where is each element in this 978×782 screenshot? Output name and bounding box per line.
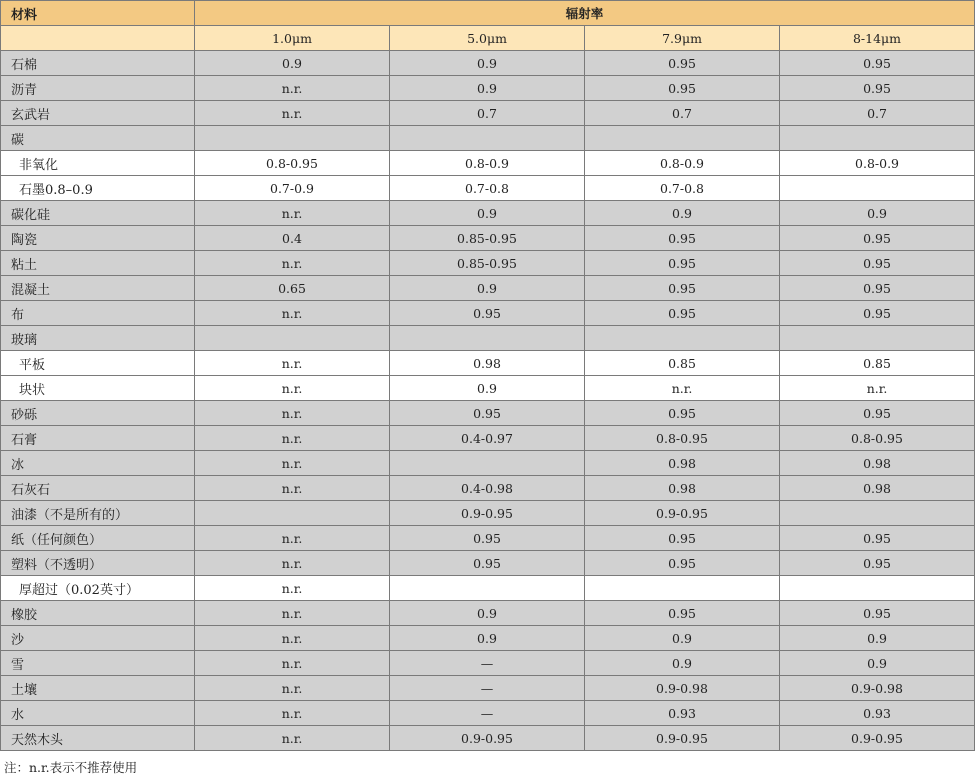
table-row [1, 601, 975, 626]
table-row [1, 676, 975, 701]
material-name-cell: 石膏 [1, 426, 195, 451]
table-row [1, 401, 975, 426]
header-spacer [1, 26, 195, 51]
material-name-cell: 油漆（不是所有的） [1, 501, 195, 526]
emissivity-value-cell: — [390, 701, 585, 726]
table-row [1, 426, 975, 451]
table-row [1, 176, 975, 201]
emissivity-value-cell: n.r. [195, 526, 390, 551]
emissivity-value-cell: 0.95 [585, 276, 780, 301]
table-row [1, 376, 975, 401]
material-name-cell: 混凝土 [1, 276, 195, 301]
emissivity-value-cell: n.r. [195, 351, 390, 376]
emissivity-value-cell [780, 501, 975, 526]
emissivity-value-cell: 0.4 [195, 226, 390, 251]
emissivity-value-cell: 0.9-0.95 [780, 726, 975, 751]
material-name-cell: 水 [1, 701, 195, 726]
material-name-cell: 塑料（不透明） [1, 551, 195, 576]
table-row [1, 251, 975, 276]
table-row [1, 326, 975, 351]
table-row [1, 301, 975, 326]
emissivity-value-cell: n.r. [195, 676, 390, 701]
material-name-cell: 玄武岩 [1, 101, 195, 126]
wavelength-header: 8-14μm [780, 26, 975, 51]
table-row [1, 626, 975, 651]
table-row [1, 351, 975, 376]
emissivity-value-cell: n.r. [195, 301, 390, 326]
emissivity-value-cell: 0.98 [390, 351, 585, 376]
material-name-cell: 非氧化 [1, 151, 195, 176]
emissivity-value-cell: 0.7-0.8 [585, 176, 780, 201]
table-row [1, 576, 975, 601]
emissivity-header: 辐射率 [195, 1, 975, 26]
emissivity-value-cell: 0.93 [780, 701, 975, 726]
emissivity-value-cell: 0.8-0.9 [585, 151, 780, 176]
emissivity-value-cell: 0.95 [780, 551, 975, 576]
material-header: 材料 [1, 1, 195, 26]
emissivity-value-cell: n.r. [195, 101, 390, 126]
emissivity-value-cell: 0.8-0.9 [390, 151, 585, 176]
emissivity-value-cell: n.r. [780, 376, 975, 401]
table-body [1, 51, 975, 751]
material-name-cell: 布 [1, 301, 195, 326]
emissivity-value-cell: n.r. [195, 576, 390, 601]
emissivity-value-cell: 0.4-0.98 [390, 476, 585, 501]
emissivity-value-cell: 0.8-0.9 [780, 151, 975, 176]
table-row [1, 101, 975, 126]
emissivity-value-cell: 0.95 [780, 601, 975, 626]
header-row-top [1, 1, 975, 26]
emissivity-value-cell: 0.7 [780, 101, 975, 126]
material-name-cell: 粘土 [1, 251, 195, 276]
emissivity-value-cell: 0.95 [585, 251, 780, 276]
emissivity-value-cell: 0.9 [780, 201, 975, 226]
material-name-cell: 碳化硅 [1, 201, 195, 226]
emissivity-value-cell [780, 176, 975, 201]
emissivity-value-cell: 0.85 [780, 351, 975, 376]
emissivity-value-cell: n.r. [195, 426, 390, 451]
emissivity-value-cell: 0.95 [390, 301, 585, 326]
material-name-cell: 橡胶 [1, 601, 195, 626]
emissivity-value-cell: n.r. [195, 376, 390, 401]
table-row [1, 451, 975, 476]
table-row [1, 726, 975, 751]
emissivity-value-cell: 0.65 [195, 276, 390, 301]
emissivity-value-cell: 0.7-0.9 [195, 176, 390, 201]
emissivity-value-cell: 0.9 [585, 651, 780, 676]
material-name-cell: 土壤 [1, 676, 195, 701]
emissivity-value-cell: 0.95 [585, 601, 780, 626]
table-row [1, 126, 975, 151]
emissivity-value-cell: 0.98 [780, 451, 975, 476]
emissivity-value-cell: 0.95 [585, 551, 780, 576]
table-row [1, 501, 975, 526]
emissivity-value-cell: 0.95 [780, 526, 975, 551]
emissivity-value-cell: 0.9 [390, 376, 585, 401]
emissivity-value-cell [780, 326, 975, 351]
material-name-cell: 石灰石 [1, 476, 195, 501]
emissivity-value-cell: n.r. [195, 626, 390, 651]
emissivity-value-cell: 0.95 [780, 276, 975, 301]
emissivity-value-cell: 0.95 [780, 301, 975, 326]
material-name-cell: 厚超过（0.02英寸） [1, 576, 195, 601]
emissivity-value-cell [390, 326, 585, 351]
emissivity-value-cell [585, 576, 780, 601]
wavelength-header: 7.9μm [585, 26, 780, 51]
table-row [1, 526, 975, 551]
emissivity-value-cell: 0.9 [390, 601, 585, 626]
emissivity-value-cell: 0.9 [585, 201, 780, 226]
table-row [1, 651, 975, 676]
emissivity-value-cell: 0.9-0.95 [585, 501, 780, 526]
emissivity-value-cell: n.r. [585, 376, 780, 401]
table-row [1, 226, 975, 251]
emissivity-value-cell: 0.9-0.98 [585, 676, 780, 701]
emissivity-value-cell: 0.4-0.97 [390, 426, 585, 451]
emissivity-value-cell: 0.98 [585, 451, 780, 476]
material-name-cell: 天然木头 [1, 726, 195, 751]
wavelength-header: 5.0μm [390, 26, 585, 51]
material-name-cell: 块状 [1, 376, 195, 401]
table-row [1, 201, 975, 226]
material-name-cell: 石墨0.8–0.9 [1, 176, 195, 201]
emissivity-value-cell: n.r. [195, 601, 390, 626]
material-name-cell: 陶瓷 [1, 226, 195, 251]
emissivity-value-cell: n.r. [195, 701, 390, 726]
emissivity-value-cell [390, 576, 585, 601]
material-name-cell: 碳 [1, 126, 195, 151]
emissivity-value-cell [585, 126, 780, 151]
emissivity-value-cell: n.r. [195, 551, 390, 576]
material-name-cell: 玻璃 [1, 326, 195, 351]
emissivity-value-cell: 0.95 [780, 51, 975, 76]
emissivity-value-cell [585, 326, 780, 351]
footnote: 注：n.r.表示不推荐使用 [4, 760, 138, 775]
emissivity-value-cell: 0.95 [585, 301, 780, 326]
header-row-wavelengths [1, 26, 975, 51]
emissivity-value-cell: 0.95 [585, 226, 780, 251]
emissivity-value-cell: n.r. [195, 651, 390, 676]
emissivity-value-cell: 0.9 [390, 76, 585, 101]
emissivity-value-cell: 0.7 [390, 101, 585, 126]
material-name-cell: 冰 [1, 451, 195, 476]
emissivity-value-cell: 0.8-0.95 [195, 151, 390, 176]
emissivity-value-cell: 0.95 [585, 76, 780, 101]
emissivity-value-cell [780, 576, 975, 601]
table-row [1, 551, 975, 576]
table-row [1, 76, 975, 101]
table-row [1, 51, 975, 76]
emissivity-value-cell: 0.93 [585, 701, 780, 726]
emissivity-value-cell: 0.9-0.95 [585, 726, 780, 751]
material-name-cell: 平板 [1, 351, 195, 376]
emissivity-value-cell: n.r. [195, 476, 390, 501]
emissivity-value-cell: 0.7 [585, 101, 780, 126]
emissivity-value-cell: 0.9 [390, 51, 585, 76]
emissivity-value-cell: 0.9-0.98 [780, 676, 975, 701]
table-row [1, 276, 975, 301]
emissivity-value-cell: 0.95 [390, 526, 585, 551]
table-row [1, 476, 975, 501]
emissivity-value-cell: 0.9 [195, 51, 390, 76]
emissivity-value-cell: 0.9 [585, 626, 780, 651]
emissivity-value-cell: 0.95 [390, 401, 585, 426]
emissivity-value-cell: 0.8-0.95 [780, 426, 975, 451]
emissivity-value-cell [390, 451, 585, 476]
emissivity-value-cell [195, 501, 390, 526]
material-name-cell: 纸（任何颜色） [1, 526, 195, 551]
material-name-cell: 沙 [1, 626, 195, 651]
emissivity-value-cell: n.r. [195, 726, 390, 751]
material-name-cell: 砂砾 [1, 401, 195, 426]
emissivity-value-cell: 0.95 [390, 551, 585, 576]
table-row [1, 151, 975, 176]
emissivity-value-cell: 0.85-0.95 [390, 251, 585, 276]
emissivity-value-cell: n.r. [195, 251, 390, 276]
emissivity-value-cell: 0.85 [585, 351, 780, 376]
emissivity-value-cell [390, 126, 585, 151]
emissivity-value-cell: 0.95 [780, 401, 975, 426]
emissivity-value-cell: 0.8-0.95 [585, 426, 780, 451]
emissivity-value-cell: 0.95 [585, 526, 780, 551]
emissivity-value-cell: 0.95 [780, 226, 975, 251]
emissivity-value-cell: 0.85-0.95 [390, 226, 585, 251]
emissivity-value-cell: 0.95 [780, 251, 975, 276]
emissivity-value-cell: n.r. [195, 76, 390, 101]
emissivity-value-cell: 0.95 [780, 76, 975, 101]
emissivity-value-cell: — [390, 676, 585, 701]
emissivity-value-cell: 0.9 [390, 201, 585, 226]
emissivity-value-cell: 0.9-0.95 [390, 726, 585, 751]
wavelength-header: 1.0μm [195, 26, 390, 51]
emissivity-value-cell: 0.98 [585, 476, 780, 501]
emissivity-value-cell [780, 126, 975, 151]
emissivity-value-cell: 0.9 [780, 626, 975, 651]
material-name-cell: 沥青 [1, 76, 195, 101]
emissivity-value-cell [195, 326, 390, 351]
emissivity-value-cell: 0.9 [390, 276, 585, 301]
emissivity-value-cell: 0.9-0.95 [390, 501, 585, 526]
emissivity-value-cell: 0.7-0.8 [390, 176, 585, 201]
emissivity-value-cell: 0.98 [780, 476, 975, 501]
emissivity-value-cell [195, 126, 390, 151]
emissivity-value-cell: 0.9 [390, 626, 585, 651]
table-row [1, 701, 975, 726]
emissivity-value-cell: — [390, 651, 585, 676]
emissivity-value-cell: 0.9 [780, 651, 975, 676]
material-name-cell: 雪 [1, 651, 195, 676]
emissivity-value-cell: 0.95 [585, 401, 780, 426]
emissivity-value-cell: 0.95 [585, 51, 780, 76]
emissivity-value-cell: n.r. [195, 451, 390, 476]
emissivity-value-cell: n.r. [195, 401, 390, 426]
material-name-cell: 石棉 [1, 51, 195, 76]
emissivity-value-cell: n.r. [195, 201, 390, 226]
